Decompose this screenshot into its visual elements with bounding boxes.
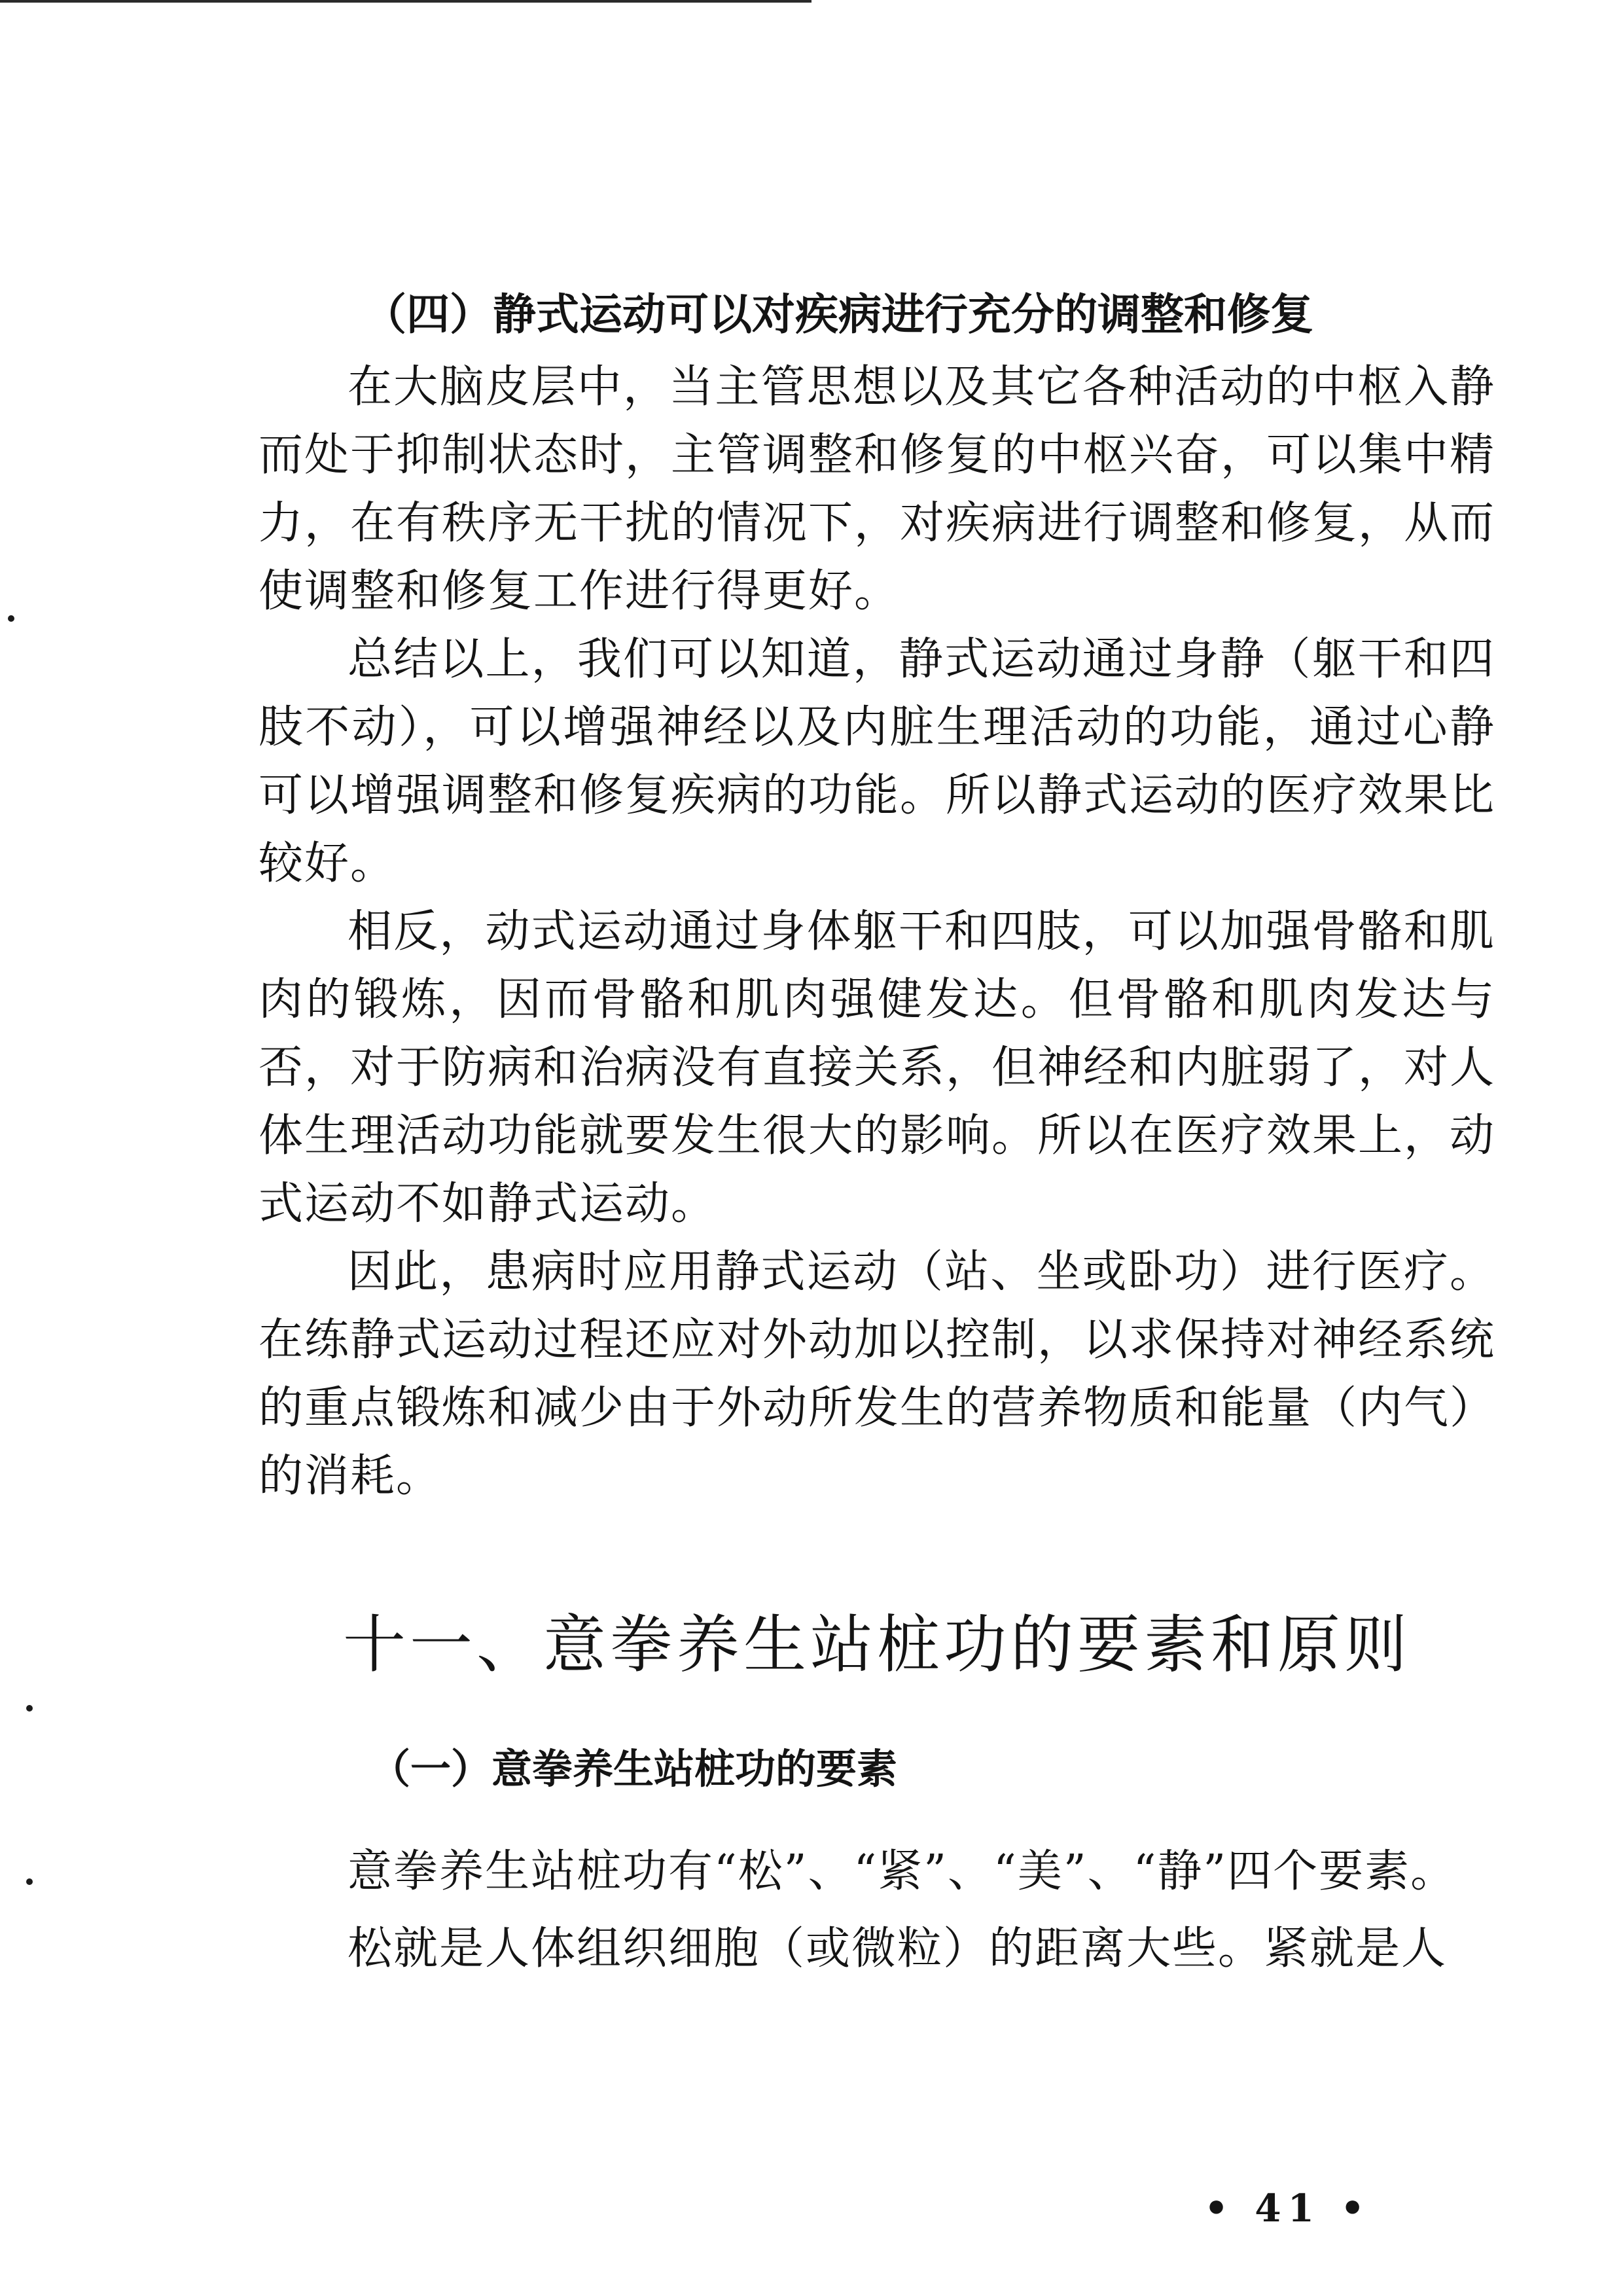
scan-speck (8, 615, 14, 622)
paragraph: 因此，患病时应用静式运动（站、坐或卧功）进行医疗。在练静式运动过程还应对外动加以控制，以求保持对神经系统的重点锻炼和减少由于外动所发生的营养物质和能量（内气）的消耗。 (259, 1246, 1496, 1502)
scan-top-rule (0, 0, 812, 3)
paragraph: 在大脑皮层中，当主管思想以及其它各种活动的中枢入静而处于抑制状态时，主管调整和修复的中枢兴奋，可以集中精力，在有秩序无干扰的情况下，对疾病进行调整和修复，从而使调整和修复工作进行得更好。 (259, 361, 1496, 617)
section-heading: （四）静式运动可以对疾病进行充分的调整和修复 (363, 289, 1313, 340)
scan-speck (26, 1705, 33, 1712)
paragraph: 意拳养生站桩功有“松”、“紧”、“美”、“静”四个要素。 (348, 1846, 1457, 1897)
page-number: • 41 • (1204, 2186, 1372, 2231)
paragraph: 松就是人体组织细胞（或微粒）的距离大些。紧就是人 (348, 1923, 1448, 1975)
sub-heading: （一）意拳养生站桩功的要素 (370, 1745, 898, 1793)
chapter-title: 十一、意拳养生站桩功的要素和原则 (343, 1608, 1411, 1681)
paragraph: 总结以上，我们可以知道，静式运动通过身静（躯干和四肢不动），可以增强神经以及内脏生理活动的功能，通过心静可以增强调整和修复疾病的功能。所以静式运动的医疗效果比较好。 (259, 634, 1496, 889)
scan-speck (26, 1878, 33, 1885)
paragraph: 相反，动式运动通过身体躯干和四肢，可以加强骨骼和肌肉的锻炼，因而骨骼和肌肉强健发达。但骨骼和肌肉发达与否，对于防病和治病没有直接关系，但神经和内脏弱了，对人体生理活动功能就要发生很大的影响。所以在医疗效果上，动式运动不如静式运动。 (259, 906, 1496, 1230)
page-body (259, 281, 1495, 1983)
